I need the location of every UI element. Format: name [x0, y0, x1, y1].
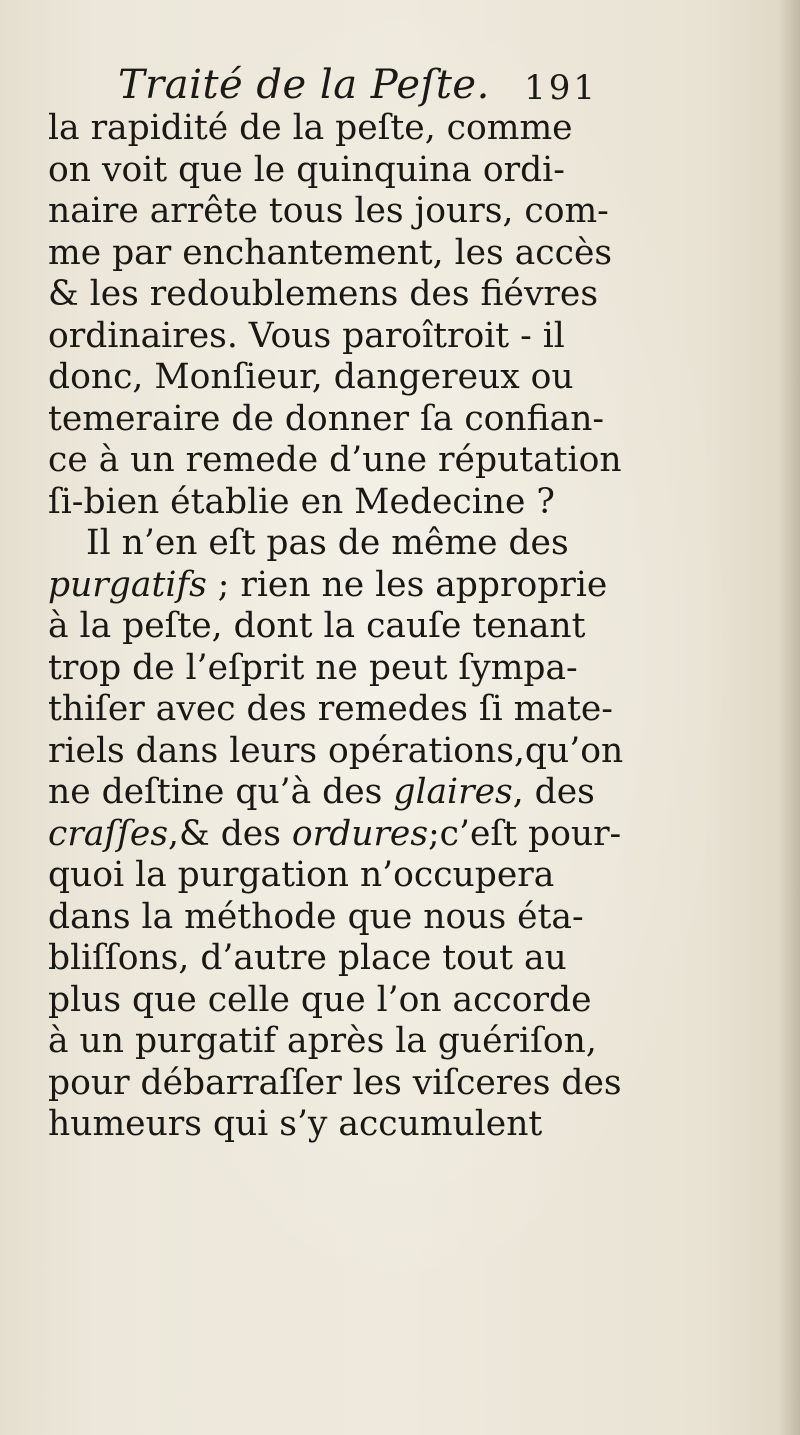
text-line: donc, Monſieur, dangereux ou [48, 357, 574, 397]
page-header [118, 62, 598, 114]
text-line: à la peſte, dont la cauſe tenant [48, 606, 586, 646]
text-line: plus que celle que l’on accorde [48, 979, 592, 1020]
text-line: la rapidité de la peſte, comme [48, 108, 573, 148]
text-line: temeraire de donner ſa confian- [48, 398, 605, 439]
page-number: 191 [524, 68, 598, 108]
paragraph-start-line: Il n’en eſt pas de même des [86, 523, 569, 563]
text-line: ſi-bien établie en Medecine ? [48, 481, 555, 522]
text-line: ne deſtine qu’à des glaires, des [48, 772, 595, 812]
body-text [48, 108, 624, 1146]
text-line: craſſes,& des ordures;c’eſt pour- [48, 813, 622, 854]
text-line: & les redoublemens des fiévres [48, 274, 599, 314]
text-line: me par enchantement, les accès [48, 232, 613, 273]
text-line: quoi la purgation n’occupera [48, 855, 555, 895]
text-line: naire arrête tous les jours, com- [48, 191, 609, 231]
text-line: ce à un remede d’une réputation [48, 440, 622, 480]
text-line: purgatifs ; rien ne les approprie [48, 564, 608, 605]
running-title: Traité de la Peſte. [118, 62, 490, 108]
text-line: on voit que le quinquina ordi- [48, 149, 565, 190]
text-line: bliſſons, d’autre place tout au [48, 938, 567, 978]
text-line: pour débarraſſer les viſceres des [48, 1062, 622, 1103]
text-line: humeurs qui s’y accumulent [48, 1104, 543, 1144]
text-line: thiſer avec des remedes ſi mate- [48, 689, 613, 729]
text-line: trop de l’eſprit ne peut ſympa- [48, 647, 578, 688]
text-line: dans la méthode que nous éta- [48, 896, 584, 937]
text-line: riels dans leurs opérations,qu’on [48, 730, 624, 771]
text-line: à un purgatif après la guériſon, [48, 1021, 597, 1061]
text-line: ordinaires. Vous paroîtroit - il [48, 315, 565, 356]
